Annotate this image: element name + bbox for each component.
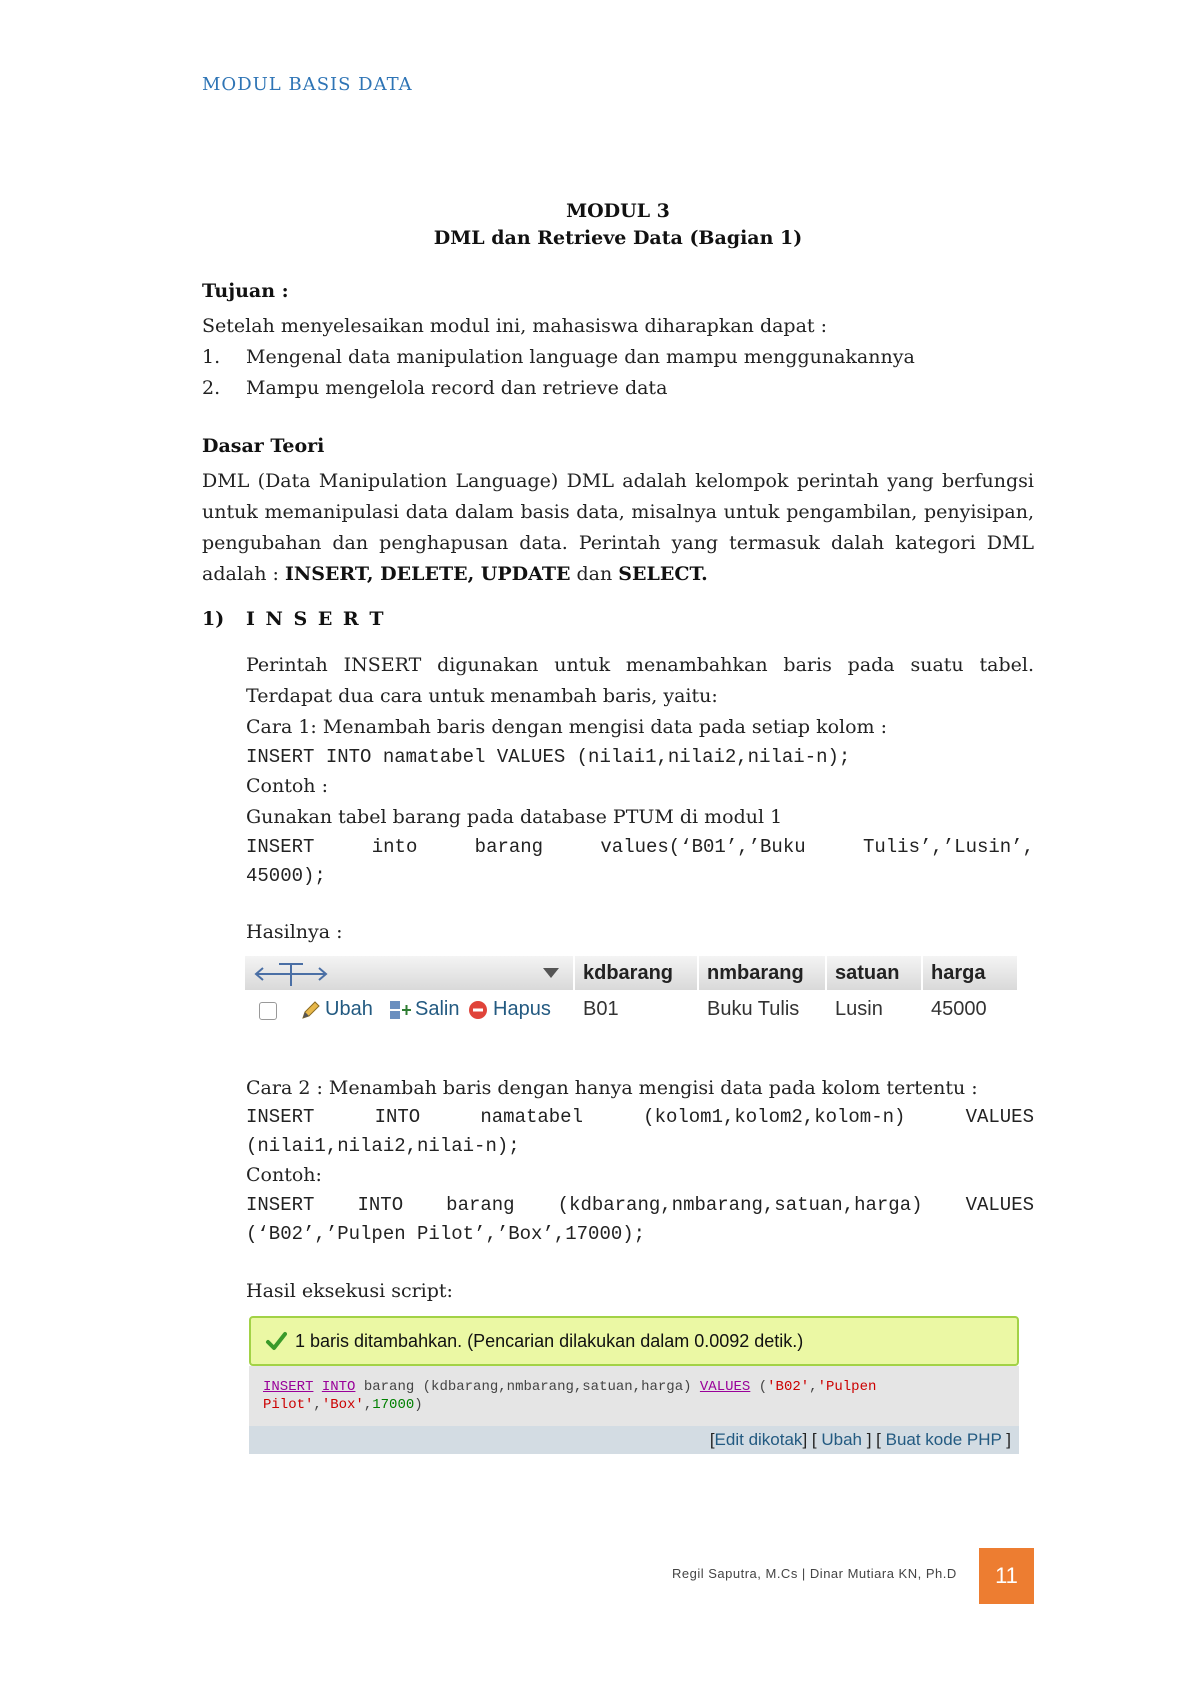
module-title: DML dan Retrieve Data (Bagian 1) xyxy=(433,227,803,249)
sql-string: 'Box' xyxy=(321,1397,364,1413)
row-checkbox[interactable] xyxy=(259,1002,277,1020)
list-number: 1. xyxy=(202,346,221,368)
sql-number: 17000 xyxy=(372,1397,415,1413)
sql-text: , xyxy=(363,1397,373,1413)
column-header-kdbarang[interactable]: kdbarang xyxy=(583,962,674,984)
result-table-screenshot xyxy=(245,950,1017,1030)
delete-link[interactable]: Hapus xyxy=(493,998,551,1020)
list-text: Mampu mengelola record dan retrieve data xyxy=(246,377,668,399)
column-header-harga[interactable]: harga xyxy=(931,962,986,984)
example-2-line-1: INSERT INTO barang (kdbarang,nmbarang,satuan,harga) VALUES xyxy=(246,1194,1034,1216)
sql-string: 'B02' xyxy=(767,1379,810,1395)
sql-string: 'Pulpen xyxy=(817,1379,877,1395)
sql-keyword-insert[interactable]: INSERT xyxy=(263,1379,314,1395)
edit-inline-link[interactable]: Edit dikotak xyxy=(714,1430,803,1449)
dml-commands: INSERT, DELETE, UPDATE xyxy=(284,563,571,585)
hasil-eksekusi-label: Hasil eksekusi script: xyxy=(246,1280,453,1302)
cell-satuan: Lusin xyxy=(835,998,883,1020)
cell-nmbarang: Buku Tulis xyxy=(707,998,800,1020)
cell-harga: 45000 xyxy=(931,998,987,1020)
example-1-line-1: INSERT into barang values(‘B01’,’Buku Tulis’,’Lusin’, xyxy=(246,836,1034,858)
dasar-teori-heading: Dasar Teori xyxy=(202,435,325,457)
list-text: Mengenal data manipulation language dan mampu menggunakannya xyxy=(246,346,915,368)
dasar-teori-body xyxy=(202,466,1034,590)
sql-text: , xyxy=(313,1397,322,1413)
copy-link[interactable]: Salin xyxy=(415,998,460,1020)
footer-authors: Regil Saputra, M.Cs | Dinar Mutiara KN, Ph.D xyxy=(672,1566,957,1581)
syntax-2-line-2: (nilai1,nilai2,nilai-n); xyxy=(246,1135,520,1157)
sql-keyword-values[interactable]: VALUES xyxy=(699,1379,751,1395)
sql-query xyxy=(263,1378,876,1414)
running-header: MODUL BASIS DATA xyxy=(202,74,413,95)
sql-text: , xyxy=(809,1379,818,1395)
copy-icon[interactable] xyxy=(387,998,413,1022)
sql-text: ) xyxy=(414,1397,423,1413)
execution-result-screenshot xyxy=(249,1316,1019,1454)
syntax-1: INSERT INTO namatabel VALUES (nilai1,nilai2,nilai-n); xyxy=(246,746,851,768)
create-php-code-link[interactable]: Buat kode PHP xyxy=(885,1430,1002,1449)
column-separator xyxy=(573,956,575,990)
column-separator xyxy=(697,956,699,990)
sql-text: ( xyxy=(750,1379,768,1395)
query-links-bar xyxy=(249,1426,1019,1454)
query-links: [Edit dikotak] [ Ubah ] [ Buat kode PHP ] xyxy=(709,1430,1011,1449)
list-number: 2. xyxy=(202,377,221,399)
insert-intro: Perintah INSERT digunakan untuk menambahkan baris pada suatu tabel. Terdapat dua cara untuk menambah baris, yaitu: xyxy=(246,654,1034,707)
syntax-2-line-1: INSERT INTO namatabel (kolom1,kolom2,kolom-n) VALUES xyxy=(246,1106,1034,1128)
delete-icon[interactable] xyxy=(467,999,489,1021)
dasar-teori-dan: dan xyxy=(576,563,613,585)
sort-dropdown-icon[interactable] xyxy=(541,966,561,980)
cell-kdbarang: B01 xyxy=(583,998,619,1020)
module-number: MODUL 3 xyxy=(566,200,670,222)
gunakan-note: Gunakan tabel barang pada database PTUM di modul 1 xyxy=(246,806,783,828)
contoh-1: Contoh : xyxy=(246,775,328,797)
insert-section-heading: I N S E R T xyxy=(246,608,386,630)
page-number: 11 xyxy=(979,1548,1034,1604)
contoh-2: Contoh: xyxy=(246,1164,322,1186)
tujuan-item-1 xyxy=(202,342,915,373)
sql-query-box xyxy=(249,1366,1019,1426)
example-2-line-2: (‘B02’,’Pulpen Pilot’,’Box’,17000); xyxy=(246,1223,646,1245)
column-separator xyxy=(921,956,923,990)
dml-select: SELECT. xyxy=(618,563,708,585)
tujuan-intro: Setelah menyelesaikan modul ini, mahasiswa diharapkan dapat : xyxy=(202,315,827,337)
column-header-nmbarang[interactable]: nmbarang xyxy=(707,962,804,984)
cara-2: Cara 2 : Menambah baris dengan hanya mengisi data pada kolom tertentu : xyxy=(246,1077,978,1099)
sql-keyword-into[interactable]: INTO xyxy=(321,1379,356,1395)
checkmark-icon xyxy=(265,1331,287,1351)
success-message: 1 baris ditambahkan. (Pencarian dilakukan dalam 0.0092 detik.) xyxy=(295,1331,804,1351)
hasil-label: Hasilnya : xyxy=(246,921,343,943)
example-1-line-2: 45000); xyxy=(246,865,326,887)
edit-query-link[interactable]: Ubah xyxy=(821,1430,862,1449)
sql-string: Pilot' xyxy=(263,1397,314,1413)
sql-text: barang (kdbarang,nmbarang,satuan,harga) xyxy=(355,1379,700,1395)
success-message-box xyxy=(249,1316,1019,1366)
pencil-icon[interactable] xyxy=(299,998,323,1022)
cara-1: Cara 1: Menambah baris dengan mengisi data pada setiap kolom : xyxy=(246,716,888,738)
edit-link[interactable]: Ubah xyxy=(325,998,373,1020)
insert-section-number: 1) xyxy=(202,608,225,630)
tujuan-heading: Tujuan : xyxy=(202,280,289,302)
column-separator xyxy=(825,956,827,990)
tujuan-item-2 xyxy=(202,373,667,404)
column-header-satuan[interactable]: satuan xyxy=(835,962,900,984)
column-resize-arrows-icon xyxy=(251,960,331,988)
dasar-teori-text: DML (Data Manipulation Language) DML adalah kelompok perintah yang berfungsi untuk memanipulasi data dalam basis data, misalnya untuk pengambilan, penyisipan, pengubahan dan penghapusan data. Perintah yang termasuk dalah kategori DML adalah : xyxy=(202,470,1034,585)
